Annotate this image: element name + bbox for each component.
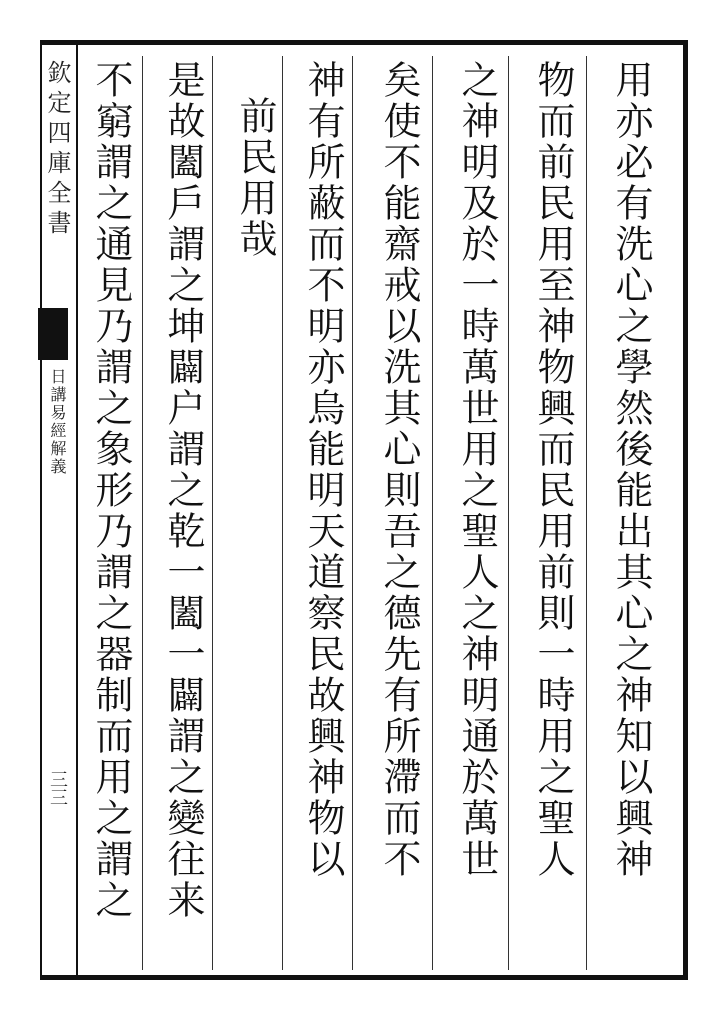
text-column-5: 神有所蔽而不明亦烏能明天道察民故興神物以: [301, 60, 345, 880]
text-column-7: 是故闔戶謂之坤闢户謂之乾一闔一闢謂之變往来: [161, 60, 205, 921]
book-title: 欽定四庫全書: [43, 60, 71, 240]
text-column-6: 前民用哉: [233, 96, 277, 260]
text-column-3: 之神明及於一時萬世用之聖人之神明通於萬世: [455, 60, 499, 880]
text-column-2: 物而前民用至神物興而民用前則一時用之聖人: [531, 60, 575, 880]
text-column-4: 矣使不能齋戒以洗其心則吾之德先有所滯而不: [377, 60, 421, 880]
margin-fishtail-block: [38, 308, 68, 360]
text-column-1: 用亦必有洗心之學然後能出其心之神知以興神: [609, 60, 653, 880]
volume-subtitle: 日講易經解義: [48, 368, 67, 476]
margin-column: [38, 40, 76, 980]
text-column-8: 不窮謂之通見乃謂之象形乃謂之器制而用之謂之: [89, 60, 133, 921]
page-number: 三三: [47, 770, 68, 806]
